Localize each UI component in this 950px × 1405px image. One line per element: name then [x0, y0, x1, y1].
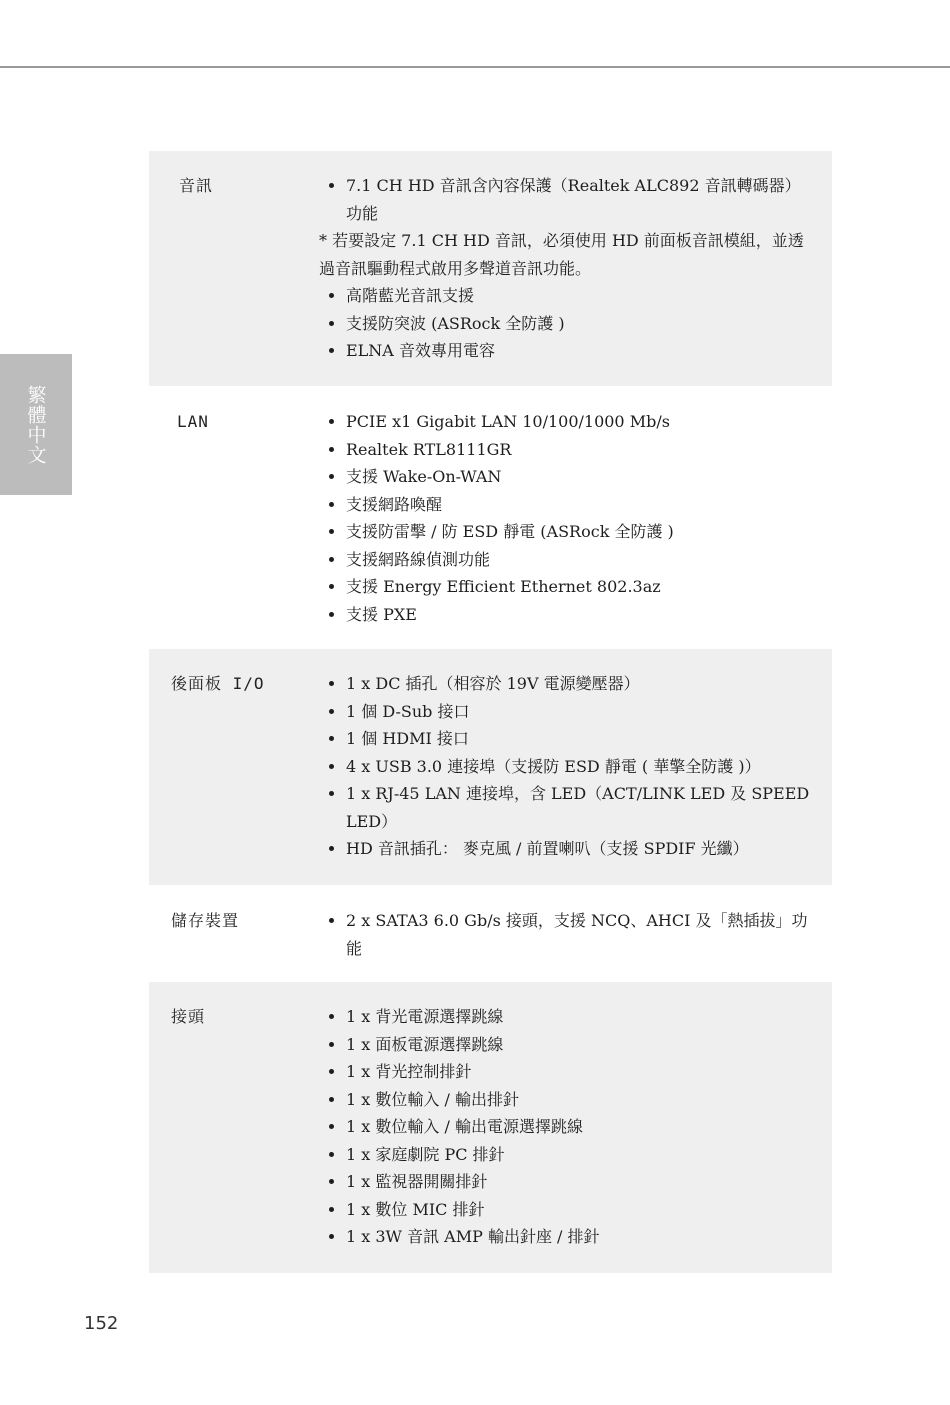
list-item: • 支援網路線偵測功能 [346, 546, 816, 574]
list-item: • 1 x 背光控制排針 [346, 1058, 816, 1086]
list-item: • 1 x 3W 音訊 AMP 輸出針座 / 排針 [346, 1223, 816, 1251]
spec-label-lan: LAN [177, 412, 209, 431]
list-item: • 1 x 背光電源選擇跳線 [346, 1003, 816, 1031]
list-item: • 1 x 數位 MIC 排針 [346, 1196, 816, 1224]
spec-content-audio [319, 172, 832, 386]
list-item: • 1 x 面板電源選擇跳線 [346, 1031, 816, 1059]
spec-row-audio [149, 151, 832, 386]
audio-note: * 若要設定 7.1 CH HD 音訊，必須使用 HD 前面板音訊模組，並透過音訊驅動程式啟用多聲道音訊功能。 [319, 231, 804, 278]
list-item: • 支援網路喚醒 [346, 491, 816, 519]
list-item: • 1 x 數位輸入 / 輸出排針 [346, 1086, 816, 1114]
spec-label-rear-io: 後面板 I/O [171, 674, 265, 693]
spec-row-lan [149, 386, 832, 649]
spec-row-storage [149, 885, 832, 982]
list-item: • 1 x 監視器開關排針 [346, 1168, 816, 1196]
list-item: • 支援 PXE [346, 601, 816, 629]
page-number: 152 [84, 1313, 119, 1334]
list-item: • Realtek RTL8111GR [346, 436, 816, 464]
spec-content-storage [319, 907, 832, 982]
list-item: • 支援防雷擊 / 防 ESD 靜電 (ASRock 全防護 ) [346, 518, 816, 546]
list-item: • 1 個 D-Sub 接口 [346, 698, 816, 726]
list-item: • ELNA 音效專用電容 [346, 337, 816, 365]
connectors-list [319, 1003, 816, 1251]
lan-list [319, 408, 816, 628]
spec-content-connectors [319, 1003, 832, 1273]
header-rule [0, 66, 950, 68]
spec-content-rear-io [319, 670, 832, 885]
list-item: • 7.1 CH HD 音訊含內容保護（Realtek ALC892 音訊轉碼器）功能 [346, 172, 816, 227]
list-item: • PCIE x1 Gigabit LAN 10/100/1000 Mb/s [346, 408, 816, 436]
list-item: • 高階藍光音訊支援 [346, 282, 816, 310]
list-item: • HD 音訊插孔： 麥克風 / 前置喇叭（支援 SPDIF 光纖） [346, 835, 816, 863]
list-item: • 支援 Wake-On-WAN [346, 463, 816, 491]
storage-list [319, 907, 816, 962]
list-item: • 支援防突波 (ASRock 全防護 ) [346, 310, 816, 338]
list-item: • 1 x 家庭劇院 PC 排針 [346, 1141, 816, 1169]
list-item: • 4 x USB 3.0 連接埠（支援防 ESD 靜電 ( 華擎全防護 )） [346, 753, 816, 781]
list-item: • 2 x SATA3 6.0 Gb/s 接頭，支援 NCQ、AHCI 及「熱插拔」功能 [346, 907, 816, 962]
spec-label-connectors: 接頭 [171, 1007, 206, 1026]
list-item: • 1 個 HDMI 接口 [346, 725, 816, 753]
rear-io-list [319, 670, 816, 863]
spec-row-rear-io [149, 649, 832, 885]
list-item: • 支援 Energy Efficient Ethernet 802.3az [346, 573, 816, 601]
spec-label-storage: 儲存裝置 [171, 911, 240, 930]
spec-row-connectors [149, 982, 832, 1273]
spec-content-lan [319, 408, 832, 649]
audio-list-b [319, 282, 816, 365]
list-item: • 1 x RJ-45 LAN 連接埠，含 LED（ACT/LINK LED 及 SPEED LED） [346, 780, 816, 835]
spec-table [149, 151, 832, 1273]
spec-label-audio: 音訊 [179, 176, 214, 195]
list-item: • 1 x DC 插孔（相容於 19V 電源變壓器） [346, 670, 816, 698]
list-item: • 1 x 數位輸入 / 輸出電源選擇跳線 [346, 1113, 816, 1141]
side-tab-label: 繁體中文 [24, 384, 47, 465]
audio-list-a [319, 172, 816, 227]
language-side-tab [0, 354, 72, 495]
